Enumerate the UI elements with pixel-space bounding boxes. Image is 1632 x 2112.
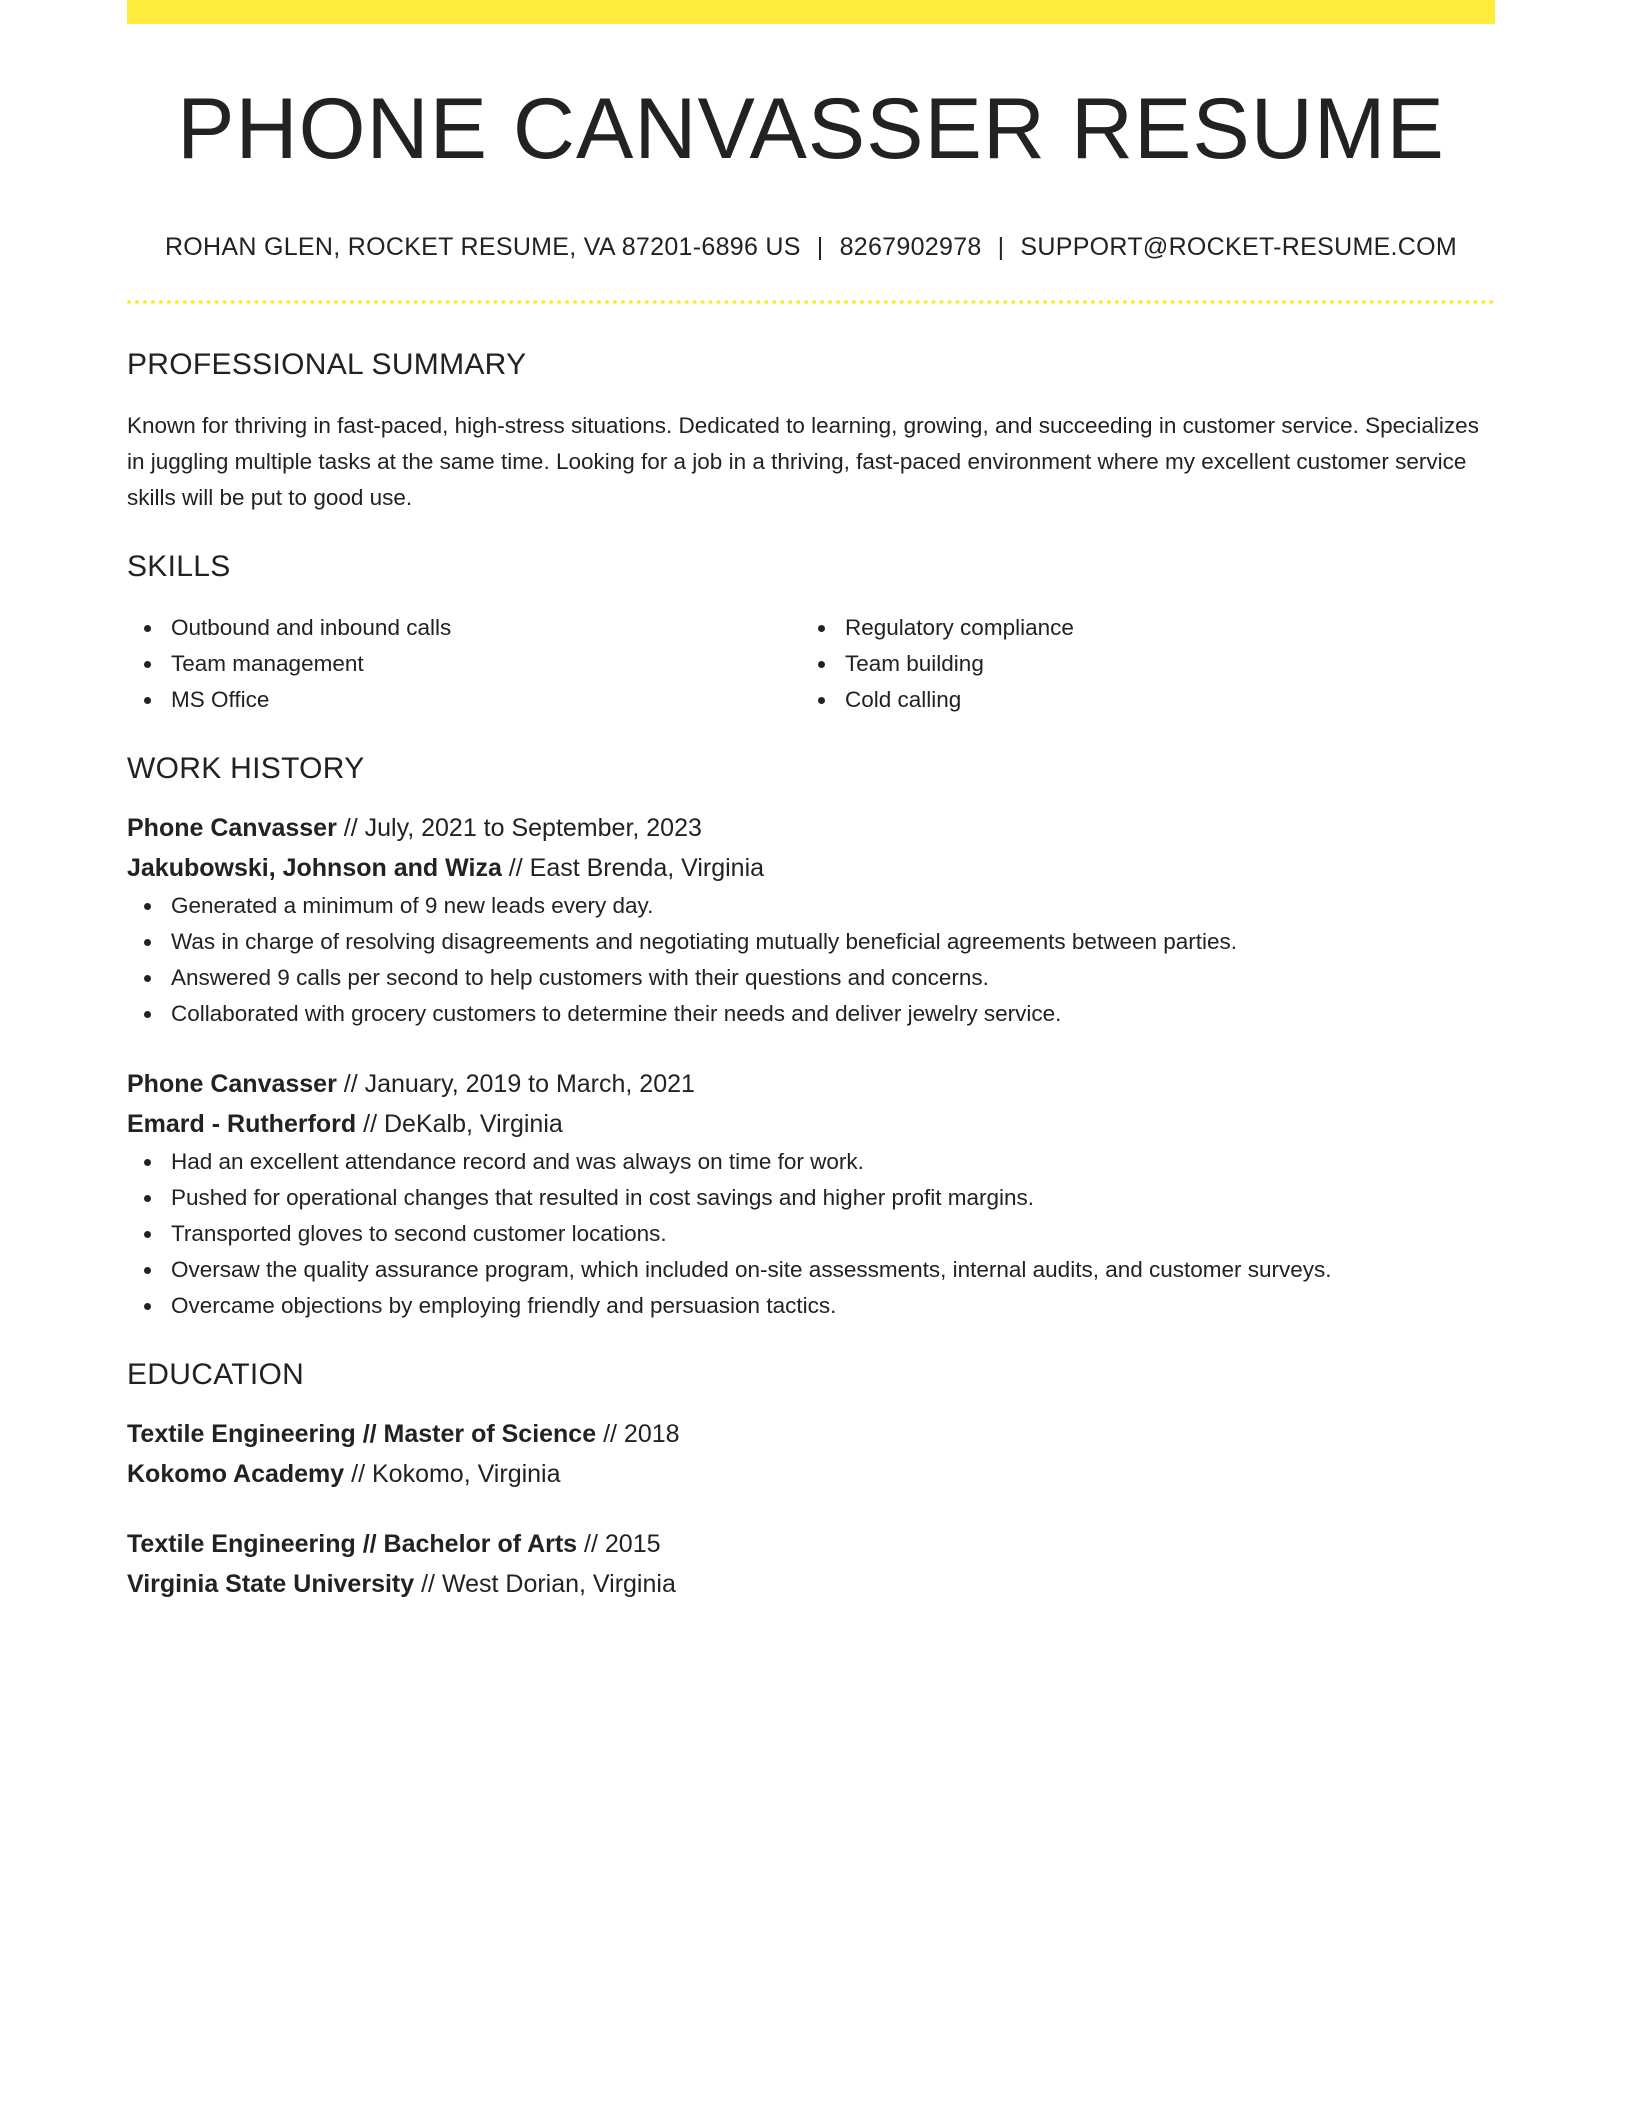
top-accent-bar [127,0,1495,24]
skills-column-right [801,610,1475,718]
job-bullet: Had an excellent attendance record and was always on time for work. [127,1144,1495,1180]
education-separator: // [577,1529,605,1558]
job-bullet: Transported gloves to second customer locations. [127,1216,1495,1252]
job-entry [127,1064,1495,1324]
summary-heading: PROFESSIONAL SUMMARY [127,347,527,381]
skill-item: Cold calling [801,682,1475,718]
education-heading: EDUCATION [127,1357,305,1391]
skill-item: MS Office [127,682,801,718]
job-location: East Brenda, Virginia [529,853,765,882]
education-separator: // [596,1419,624,1448]
resume-page [127,0,1495,1604]
education-entry [127,1524,1495,1604]
job-title-line [127,1064,1495,1104]
job-title: Phone Canvasser [127,813,337,842]
education-school-line [127,1564,1495,1604]
job-bullet: Generated a minimum of 9 new leads every day. [127,888,1495,924]
job-bullet: Was in charge of resolving disagreements and negotiating mutually beneficial agreements between parties. [127,924,1495,960]
dotted-divider [127,300,1495,304]
job-bullet: Collaborated with grocery customers to determine their needs and deliver jewelry service. [127,996,1495,1032]
skills-column-left [127,610,801,718]
education-separator: // [344,1459,372,1488]
education-school: Kokomo Academy [127,1459,345,1488]
contact-separator: | [816,232,824,261]
job-separator: // [336,813,365,842]
skills-grid [127,610,1495,718]
job-company-line [127,1104,1495,1144]
job-bullet: Oversaw the quality assurance program, which included on-site assessments, internal audits, and customer surveys. [127,1252,1495,1288]
contact-phone: 8267902978 [839,232,982,261]
education-year: 2015 [604,1529,661,1558]
summary-text: Known for thriving in fast-paced, high-stress situations. Dedicated to learning, growing, and succeeding in customer service. Specializes in juggling multiple tasks at the same time. Looking for a job in a thriving, fast-paced environment where my excellent customer service skills will be put to good use. [127,412,1479,510]
job-bullet: Overcame objections by employing friendly and persuasion tactics. [127,1288,1495,1324]
work-history-heading: WORK HISTORY [127,751,365,785]
job-location: DeKalb, Virginia [383,1109,563,1138]
skill-item: Team building [801,646,1475,682]
contact-address: ROHAN GLEN, ROCKET RESUME, VA 87201-6896 US [164,232,801,261]
contact-line [127,233,1495,262]
job-company: Emard - Rutherford [127,1109,357,1138]
job-entry [127,808,1495,1032]
job-separator: // [501,853,530,882]
job-company: Jakubowski, Johnson and Wiza [127,853,502,882]
education-entry [127,1414,1495,1494]
contact-separator: | [997,232,1005,261]
job-dates: January, 2019 to March, 2021 [364,1069,695,1098]
job-bullets [127,888,1495,1032]
job-separator: // [356,1109,384,1138]
job-company-line [127,848,1495,888]
education-degree-line [127,1414,1495,1454]
job-bullet: Pushed for operational changes that resulted in cost savings and higher profit margins. [127,1180,1495,1216]
skill-item: Regulatory compliance [801,610,1475,646]
skills-heading: SKILLS [127,549,231,583]
education-school-line [127,1454,1495,1494]
education-degree-line [127,1524,1495,1564]
resume-title: PHONE CANVASSER RESUME [177,81,1445,177]
education-year: 2018 [623,1419,680,1448]
job-title-line [127,808,1495,848]
education-location: Kokomo, Virginia [371,1459,561,1488]
job-dates: July, 2021 to September, 2023 [364,813,702,842]
skill-item: Outbound and inbound calls [127,610,801,646]
job-title: Phone Canvasser [127,1069,337,1098]
skill-item: Team management [127,646,801,682]
education-degree: Textile Engineering // Master of Science [127,1419,597,1448]
job-bullet: Answered 9 calls per second to help customers with their questions and concerns. [127,960,1495,996]
education-school: Virginia State University [127,1569,415,1598]
education-separator: // [414,1569,442,1598]
education-location: West Dorian, Virginia [441,1569,676,1598]
job-separator: // [336,1069,365,1098]
contact-email: SUPPORT@ROCKET-RESUME.COM [1020,232,1458,261]
education-degree: Textile Engineering // Bachelor of Arts [127,1529,578,1558]
job-bullets [127,1144,1495,1324]
